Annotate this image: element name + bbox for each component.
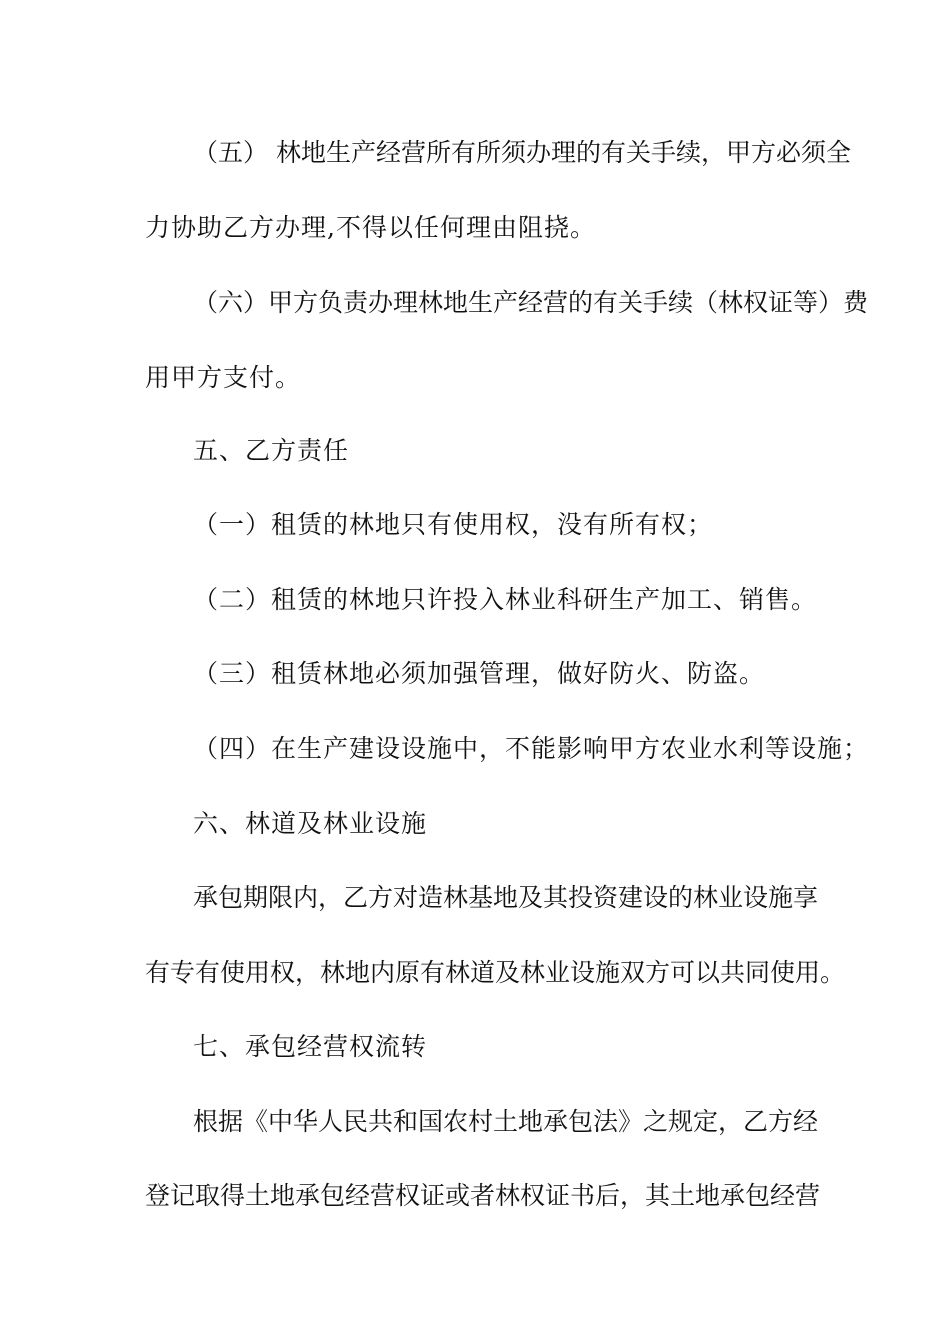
paragraph-line: 力协助乙方办理,不得以任何理由阻挠。	[145, 213, 596, 242]
section-heading: 五、乙方责任	[193, 436, 350, 465]
paragraph-line: 有专有使用权，林地内原有林道及林业设施双方可以共同使用。	[145, 958, 846, 987]
list-item: （一）租赁的林地只有使用权，没有所有权；	[193, 510, 714, 539]
section-heading: 六、林道及林业设施	[193, 809, 428, 838]
list-item: （四）在生产建设设施中，不能影响甲方农业水利等设施；	[193, 734, 870, 763]
list-item: （二）租赁的林地只许投入林业科研生产加工、销售。	[193, 585, 818, 614]
paragraph-line: 登记取得土地承包经营权证或者林权证书后，其土地承包经营	[145, 1181, 821, 1210]
paragraph-line: 根据《中华人民共和国农村土地承包法》之规定，乙方经	[193, 1107, 819, 1136]
section-heading: 七、承包经营权流转	[193, 1032, 428, 1061]
paragraph-line: 承包期限内，乙方对造林基地及其投资建设的林业设施享	[193, 883, 819, 912]
paragraph-line: （六）甲方负责办理林地生产经营的有关手续（林权证等）费	[193, 288, 869, 317]
list-item: （三）租赁林地必须加强管理，做好防火、防盗。	[193, 659, 766, 688]
paragraph-line: （五） 林地生产经营所有所须办理的有关手续，甲方必须全	[193, 138, 851, 167]
paragraph-line: 用甲方支付。	[145, 363, 302, 392]
